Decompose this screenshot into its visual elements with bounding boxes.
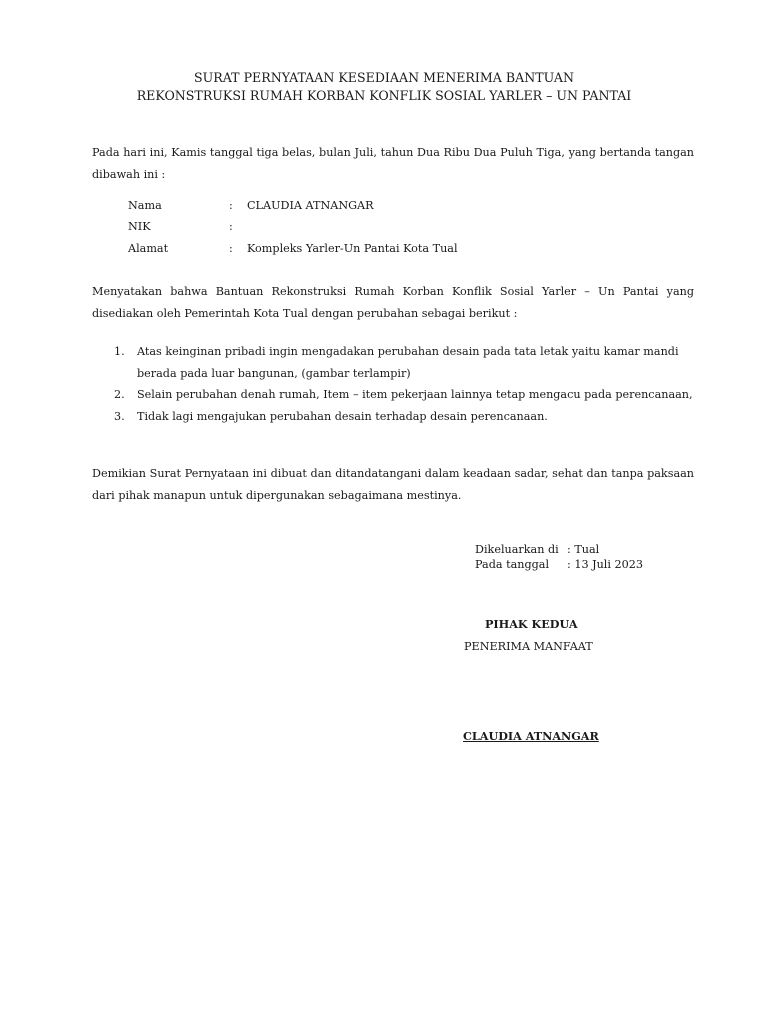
field-colon: : [229,199,233,212]
list-number: 2. [114,388,125,401]
document-title-line1: SURAT PERNYATAAN KESEDIAAN MENERIMA BANTUAN [194,70,574,85]
list-number: 3. [114,409,125,423]
list-text: Selain perubahan denah rumah, Item – item pekerjaan lainnya tetap mengacu pada perencanaan, [137,388,693,401]
issued-place-label: Dikeluarkan di [475,543,559,556]
issued-date-value: : 13 Juli 2023 [567,558,643,571]
list-text: Atas keinginan pribadi ingin mengadakan perubahan desain pada tata letak yaitu kamar mandi berada pada luar bangunan, (gambar terlampir) [137,345,679,380]
closing-paragraph: Demikian Surat Pernyataan ini dibuat dan ditandatangani dalam keadaan sadar, sehat dan tanpa paksaan dari pihak manapun untuk dipergunakan sebagaimana mestinya. [92,467,694,502]
signer-name: CLAUDIA ATNANGAR [463,729,599,743]
document-title-line2: REKONSTRUKSI RUMAH KORBAN KONFLIK SOSIAL YARLER – UN PANTAI [136,88,632,103]
field-value: CLAUDIA ATNANGAR [247,199,374,212]
change-list [92,341,694,427]
statement-paragraph: Menyatakan bahwa Bantuan Rekonstruksi Rumah Korban Konflik Sosial Yarler – Un Pantai yang disediakan oleh Pemerintah Kota Tual dengan perubahan sebagai berikut : [92,285,694,320]
field-alamat [128,242,578,260]
list-text: Tidak lagi mengajukan perubahan desain terhadap desain perencanaan. [137,409,548,423]
field-nama [128,199,578,217]
issued-place-value: : Tual [567,543,600,556]
list-item [92,341,694,384]
list-item [92,406,694,428]
field-value: Kompleks Yarler-Un Pantai Kota Tual [247,242,458,255]
party-title: PIHAK KEDUA [485,617,578,631]
field-colon: : [229,242,233,255]
party-role: PENERIMA MANFAAT [464,640,593,653]
field-label: Nama [128,199,162,212]
list-number: 1. [114,345,125,358]
intro-paragraph: Pada hari ini, Kamis tanggal tiga belas, bulan Juli, tahun Dua Ribu Dua Puluh Tiga, yang bertanda tangan dibawah ini : [92,146,694,181]
field-label: NIK [128,220,151,233]
field-label: Alamat [128,242,169,255]
field-nik [128,220,578,238]
field-colon: : [229,220,233,233]
list-item [92,384,694,406]
issued-date-label: Pada tanggal [475,558,550,571]
